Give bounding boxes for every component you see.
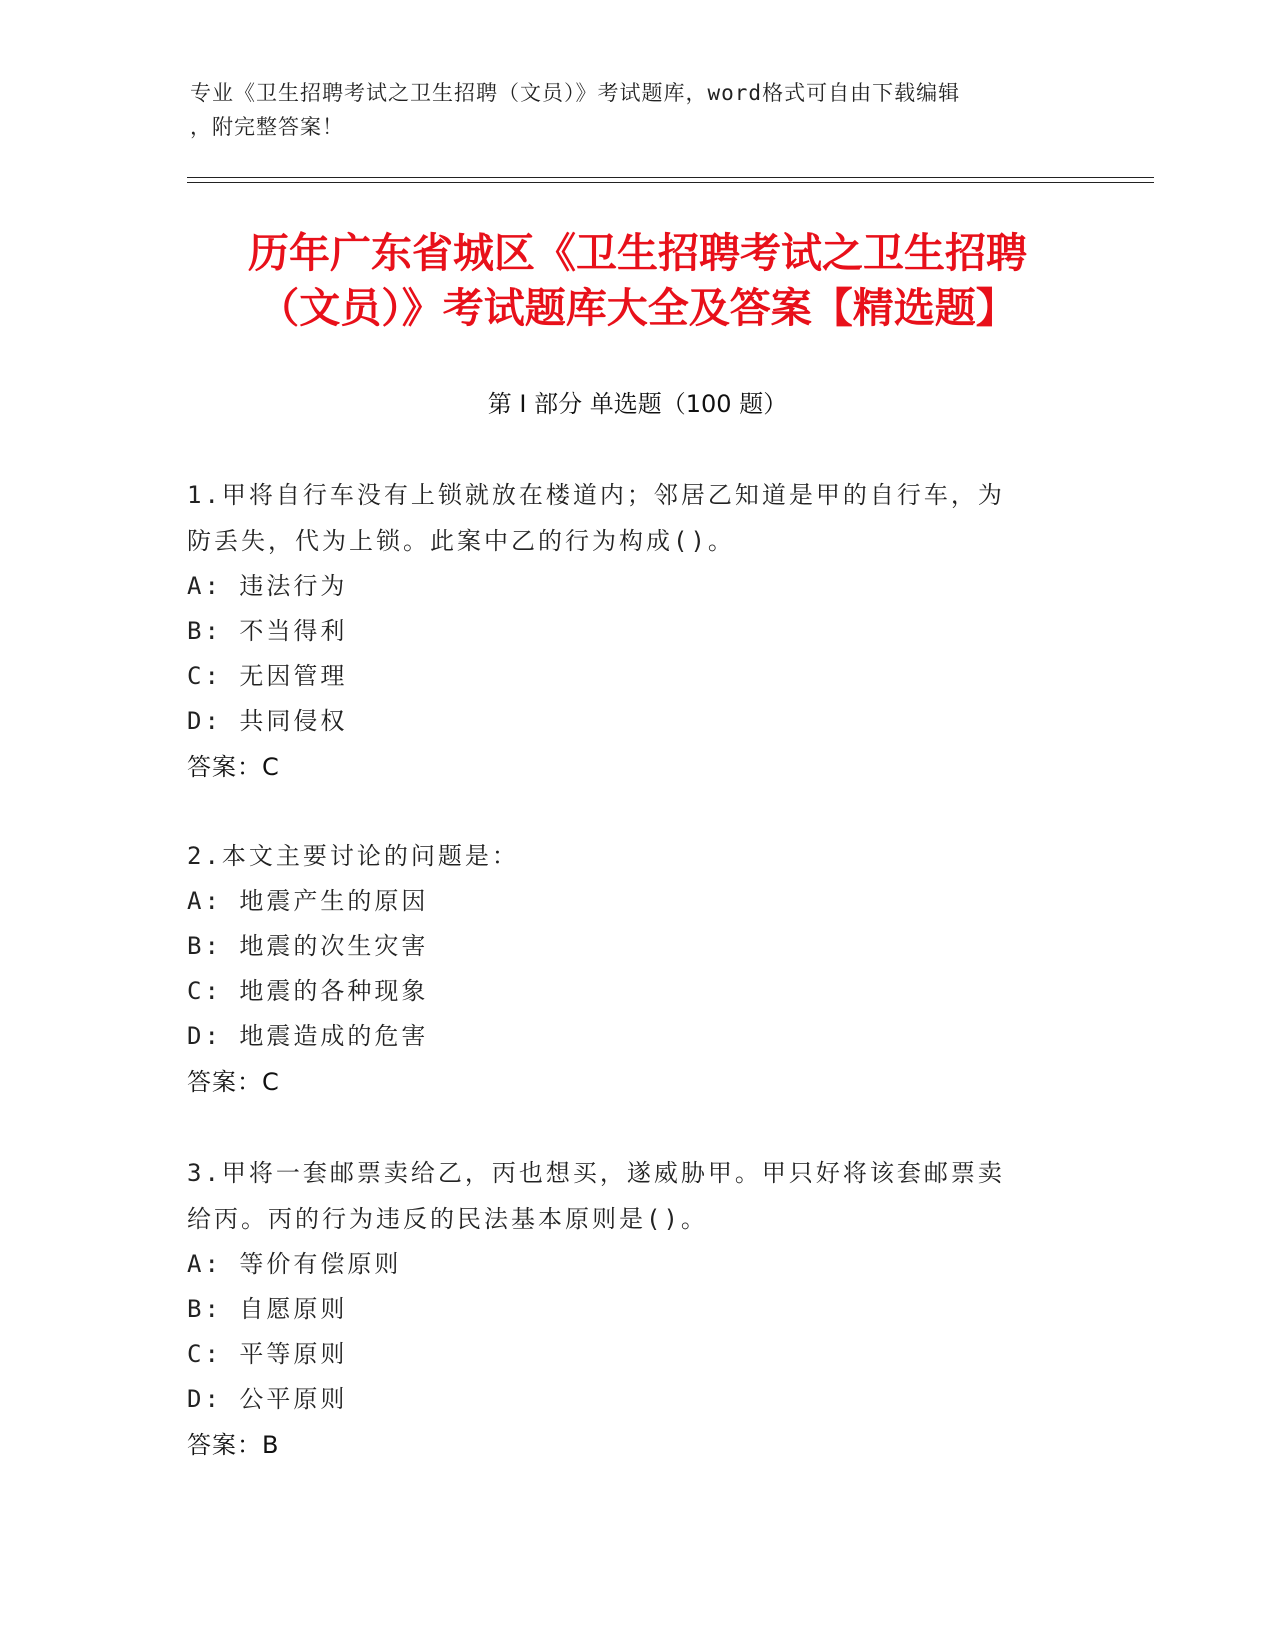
option-a: A: 违法行为	[187, 572, 348, 600]
option-c: C: 无因管理	[187, 662, 348, 690]
option-d: D: 地震造成的危害	[187, 1022, 429, 1050]
header-note	[190, 76, 1070, 144]
header-note-line-2: ，附完整答案！	[190, 115, 344, 139]
question-stem-line: 1.甲将自行车没有上锁就放在楼道内；邻居乙知道是甲的自行车，为	[187, 481, 1005, 509]
option-d: D: 公平原则	[187, 1385, 348, 1413]
answer: 答案：B	[187, 1431, 280, 1459]
question-stem-line: 2.本文主要讨论的问题是：	[187, 842, 519, 870]
header-note-line-1: 专业《卫生招聘考试之卫生招聘（文员）》考试题库，word格式可自由下载编辑	[190, 81, 961, 105]
option-b: B: 地震的次生灾害	[187, 932, 429, 960]
option-a: A: 地震产生的原因	[187, 887, 429, 915]
document-title-line-2: （文员）》考试题库大全及答案【精选题】	[258, 284, 1017, 332]
question-stem-line: 防丢失，代为上锁。此案中乙的行为构成()。	[187, 527, 735, 555]
header-divider-top	[187, 177, 1154, 178]
option-a: A: 等价有偿原则	[187, 1250, 402, 1278]
question-3	[187, 1150, 1067, 1468]
option-b: B: 不当得利	[187, 617, 348, 645]
question-1	[187, 472, 1067, 790]
question-2	[187, 833, 1067, 1105]
option-b: B: 自愿原则	[187, 1295, 348, 1323]
question-stem-line: 3.甲将一套邮票卖给乙，丙也想买，遂威胁甲。甲只好将该套邮票卖	[187, 1159, 1005, 1187]
document-title-line-1: 历年广东省城区《卫生招聘考试之卫生招聘	[248, 229, 1027, 277]
answer: 答案：C	[187, 1068, 280, 1096]
answer: 答案：C	[187, 753, 280, 781]
header-divider-bottom	[187, 182, 1154, 183]
question-stem-line: 给丙。丙的行为违反的民法基本原则是()。	[187, 1205, 708, 1233]
option-c: C: 平等原则	[187, 1340, 348, 1368]
option-c: C: 地震的各种现象	[187, 977, 429, 1005]
option-d: D: 共同侵权	[187, 707, 348, 735]
section-heading: 第 I 部分 单选题（100 题）	[487, 390, 788, 418]
document-title	[150, 226, 1125, 336]
